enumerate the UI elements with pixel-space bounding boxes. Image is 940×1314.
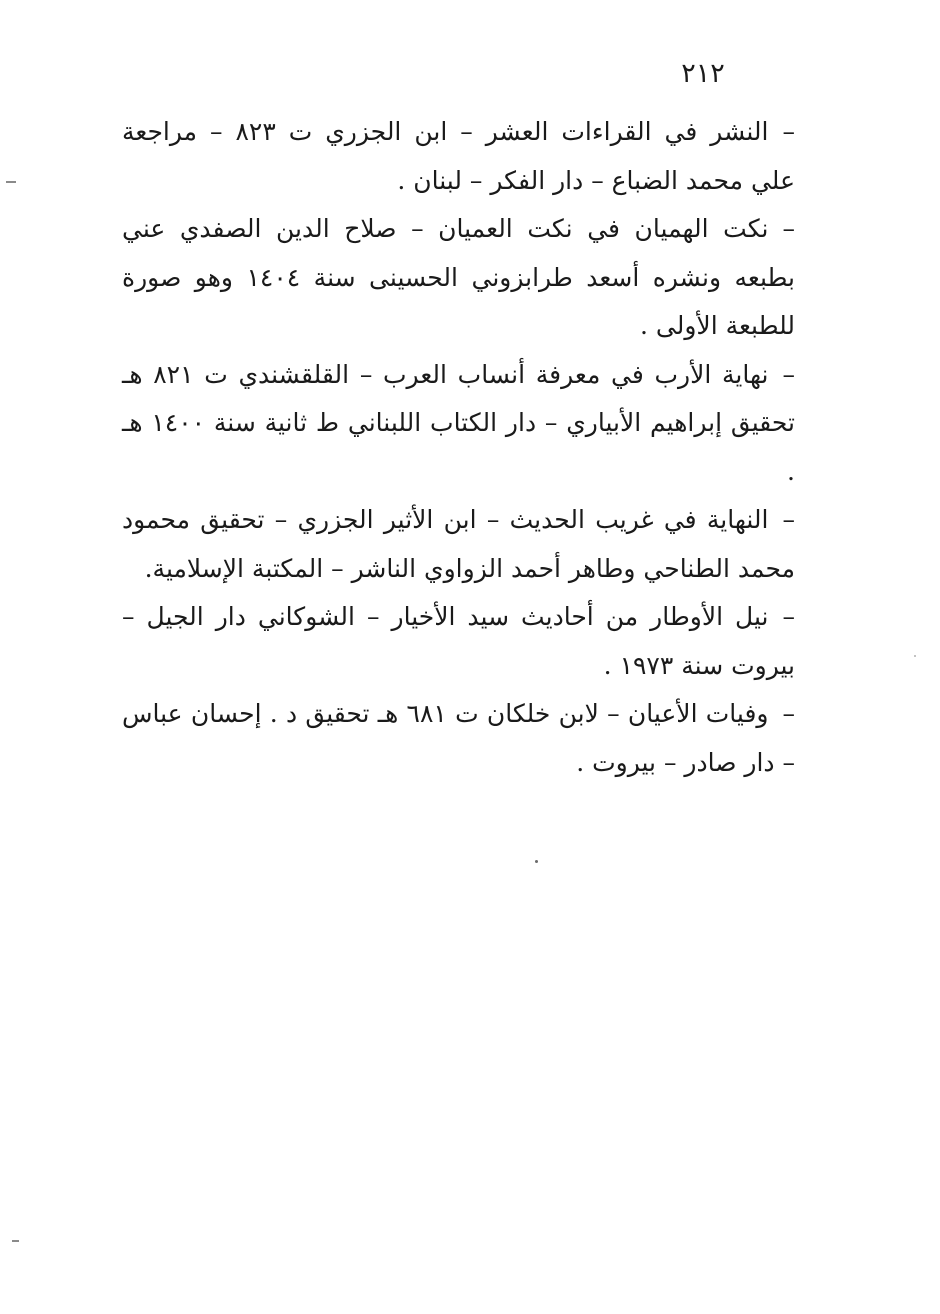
entry-bullet: – (782, 602, 795, 631)
entry-bullet: – (782, 359, 795, 389)
entry-text: النهاية في غريب الحديث – ابن الأثير الجزري – تحقيق محمود محمد الطناحي وطاهر أحمد الزواوي الناشر – المكتبة الإسلامية. (122, 505, 795, 583)
entry-bullet: – (782, 505, 795, 534)
scan-speck (6, 181, 16, 183)
entry-text: وفيات الأعيان – لابن خلكان ت ٦٨١ هـ تحقيق د . إحسان عباس – دار صادر – بيروت . (122, 699, 795, 777)
entry-text: نكت الهميان في نكت العميان – صلاح الدين الصفدي عني بطبعه ونشره أسعد طرابزوني الحسينى سنة ١٤٠٤ وهو صورة للطبعة الأولى . (122, 214, 795, 340)
entry-bullet: – (782, 117, 795, 146)
bibliography-entry-5 (122, 593, 795, 690)
bibliography-entry-1 (122, 108, 795, 205)
entry-text: النشر في القراءات العشر – ابن الجزري ت ٨٢٣ – مراجعة علي محمد الضباع – دار الفكر – لبنان . (122, 117, 795, 195)
entry-bullet: – (782, 214, 795, 243)
bibliography-list (122, 108, 795, 787)
bibliography-entry-3 (122, 351, 795, 497)
bibliography-entry-6 (122, 690, 795, 787)
entry-bullet: – (782, 699, 795, 728)
entry-text: نهاية الأرب في معرفة أنساب العرب – القلقشندي ت ٨٢١ هـ تحقيق إبراهيم الأبياري – دار الكتاب اللبناني ط ثانية سنة ١٤٠٠ هـ . (122, 359, 795, 486)
scan-speck (914, 655, 916, 657)
bibliography-entry-4 (122, 496, 795, 593)
page-number: ٢١٢ (681, 58, 725, 89)
scan-speck (535, 860, 538, 863)
entry-text: نيل الأوطار من أحاديث سيد الأخيار – الشوكاني دار الجيل – بيروت سنة ١٩٧٣ . (122, 602, 795, 680)
scan-speck (12, 1240, 19, 1242)
bibliography-entry-2 (122, 205, 795, 351)
